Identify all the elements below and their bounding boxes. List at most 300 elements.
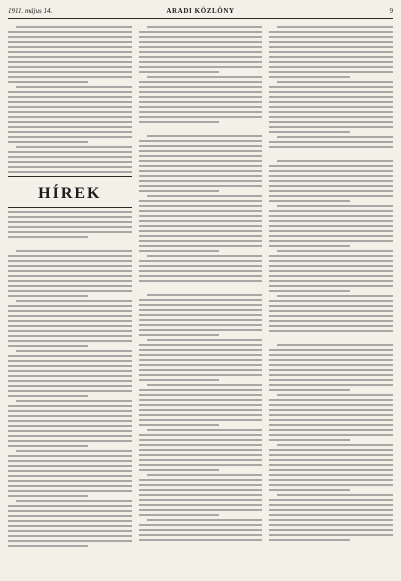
text-line [8,470,132,472]
text-line [139,494,263,496]
text-line [277,136,393,138]
text-line [269,170,393,172]
text-line [269,280,393,282]
text-line [8,221,132,223]
text-line [269,419,393,421]
text-line [269,359,393,361]
text-line [8,385,132,387]
text-line [139,235,263,237]
text-line [139,419,263,421]
text-line [16,86,132,88]
text-line [269,499,393,501]
text-line [277,344,393,346]
text-line [269,524,393,526]
text-line [147,195,263,197]
text-line [139,394,263,396]
text-line [269,424,393,426]
text-line [269,51,393,53]
text-line [139,61,263,63]
text-line [8,370,132,372]
text-line [8,260,132,262]
text-line [269,240,393,242]
text-line [147,519,263,521]
text-line [139,265,263,267]
column-2 [139,23,263,578]
text-line [269,384,393,386]
text-line [139,354,263,356]
text-line [269,439,349,441]
text-line [269,36,393,38]
text-line [139,459,263,461]
text-line [269,320,393,322]
paragraph-gap [269,151,393,157]
text-line [269,180,393,182]
column-3 [269,23,393,578]
text-line [269,509,393,511]
text-line [277,295,393,297]
text-line [139,220,263,222]
text-line [139,489,263,491]
text-line [269,529,393,531]
text-line [8,255,132,257]
text-line [269,190,393,192]
text-line [147,339,263,341]
text-line [8,485,132,487]
text-line [269,275,393,277]
text-line [8,395,88,397]
text-line [8,380,132,382]
text-line [139,454,263,456]
text-line [269,305,393,307]
text-line [269,449,393,451]
text-line [8,435,132,437]
text-line [139,364,263,366]
text-line [8,430,132,432]
text-line [139,304,263,306]
text-line [139,359,263,361]
text-line [8,96,132,98]
text-line [147,255,263,257]
text-line [16,26,132,28]
text-line [139,314,263,316]
text-line [8,425,132,427]
text-line [8,505,132,507]
text-line [269,315,393,317]
text-line [139,484,263,486]
text-line [139,260,263,262]
text-line [16,400,132,402]
text-line [8,325,132,327]
text-line [269,86,393,88]
text-line [269,414,393,416]
paragraph-gap [269,335,393,341]
text-line [269,300,393,302]
paragraph-gap [139,285,263,291]
text-line [139,116,263,118]
text-line [269,230,393,232]
text-line [269,41,393,43]
text-line [8,455,132,457]
text-line [8,76,132,78]
text-line [139,245,263,247]
text-line [8,101,132,103]
text-line [16,500,132,502]
text-line [269,429,393,431]
text-line [269,265,393,267]
text-line [269,290,349,292]
text-line [8,375,132,377]
text-line [139,175,263,177]
text-line [147,474,263,476]
text-line [16,146,132,148]
text-line [139,539,263,541]
text-line [16,250,132,252]
text-line [8,530,132,532]
text-line [8,136,132,138]
text-line [269,479,393,481]
text-line [8,285,132,287]
text-line [16,450,132,452]
text-line [139,36,263,38]
text-line [8,36,132,38]
text-line [269,374,393,376]
text-line [139,369,263,371]
text-line [269,399,393,401]
text-line [147,294,263,296]
text-line [139,91,263,93]
text-line [139,449,263,451]
text-line [139,170,263,172]
text-line [269,141,393,143]
text-line [8,31,132,33]
text-line [139,230,263,232]
text-line [269,255,393,257]
text-line [8,310,132,312]
text-line [8,156,132,158]
text-line [277,160,393,162]
text-line [139,444,263,446]
text-line [8,540,132,542]
section-rule [8,207,132,208]
section-rule [8,176,132,177]
text-line [269,489,349,491]
text-line [139,324,263,326]
text-line [269,111,393,113]
text-line [139,299,263,301]
text-line [139,329,263,331]
text-line [8,121,132,123]
text-line [139,280,263,282]
text-line [8,295,88,297]
text-line [8,111,132,113]
text-line [269,354,393,356]
text-line [139,439,263,441]
text-line [8,490,132,492]
text-line [8,405,132,407]
text-line [8,545,88,547]
text-line [139,319,263,321]
text-line [269,464,393,466]
text-line [139,96,263,98]
text-line [8,66,132,68]
text-line [8,270,132,272]
text-line [139,71,219,73]
text-line [139,529,263,531]
text-line [269,131,349,133]
text-line [269,106,393,108]
text-line [8,355,132,357]
text-line [269,484,393,486]
text-line [139,240,263,242]
text-line [8,226,132,228]
text-line [269,56,393,58]
text-line [269,469,393,471]
text-line [8,280,132,282]
text-line [139,424,219,426]
text-line [269,185,393,187]
text-line [269,175,393,177]
text-line [139,379,219,381]
text-line [8,236,88,238]
text-line [139,180,263,182]
text-line [269,116,393,118]
section-heading: HÍREK [38,185,102,202]
text-line [8,335,132,337]
text-line [277,205,393,207]
text-line [269,101,393,103]
text-line [269,310,393,312]
text-line [277,250,393,252]
text-line [139,270,263,272]
text-line [147,26,263,28]
text-line [139,205,263,207]
text-line [269,61,393,63]
text-line [139,275,263,277]
text-line [139,499,263,501]
text-columns [8,23,393,578]
text-line [139,31,263,33]
text-line [139,344,263,346]
header-title: ARADI KÖZLÖNY [166,7,235,15]
text-line [8,320,132,322]
text-line [269,225,393,227]
text-line [147,384,263,386]
text-line [139,374,263,376]
text-line [139,121,219,123]
text-line [139,111,263,113]
text-line [269,91,393,93]
text-line [269,270,393,272]
text-line [139,86,263,88]
text-line [139,51,263,53]
text-line [139,309,263,311]
text-line [269,146,393,148]
text-line [269,409,393,411]
text-line [139,165,263,167]
text-line [269,504,393,506]
text-line [269,71,393,73]
text-line [139,534,263,536]
text-line [139,101,263,103]
text-line [139,215,263,217]
text-line [139,504,263,506]
text-line [139,190,219,192]
text-line [269,215,393,217]
text-line [277,394,393,396]
text-line [139,514,219,516]
text-line [269,121,393,123]
text-line [147,429,263,431]
text-line [269,96,393,98]
text-line [269,220,393,222]
text-line [8,315,132,317]
text-line [8,415,132,417]
paragraph-gap [139,126,263,132]
text-line [8,216,132,218]
text-line [8,116,132,118]
text-line [139,479,263,481]
text-line [139,160,263,162]
text-line [277,81,393,83]
text-line [269,76,349,78]
text-line [8,440,132,442]
paragraph-gap [8,241,132,247]
text-line [269,195,393,197]
text-line [269,369,393,371]
text-line [8,365,132,367]
text-line [8,71,132,73]
text-line [269,165,393,167]
text-line [269,519,393,521]
text-line [8,510,132,512]
text-line [8,81,88,83]
text-line [8,445,88,447]
text-line [8,275,132,277]
text-line [277,444,393,446]
text-line [8,495,88,497]
text-line [269,404,393,406]
text-line [8,460,132,462]
text-line [8,126,132,128]
text-line [139,509,263,511]
text-line [269,514,393,516]
text-line [8,106,132,108]
text-line [269,474,393,476]
text-line [269,434,393,436]
text-line [8,151,132,153]
text-line [8,535,132,537]
text-line [277,26,393,28]
text-line [139,185,263,187]
text-line [269,31,393,33]
text-line [8,211,132,213]
page-header [8,6,393,19]
text-line [8,360,132,362]
text-line [277,494,393,496]
text-line [139,46,263,48]
text-line [8,51,132,53]
header-page-number: 9 [389,7,393,15]
text-line [139,469,219,471]
text-line [8,166,132,168]
text-line [139,225,263,227]
text-line [8,46,132,48]
text-line [139,404,263,406]
text-line [139,145,263,147]
text-line [139,464,263,466]
text-line [269,349,393,351]
text-line [269,46,393,48]
text-line [269,330,393,332]
text-line [8,410,132,412]
text-line [139,140,263,142]
header-date: 1911. május 14. [8,7,53,15]
text-line [139,150,263,152]
text-line [8,141,88,143]
text-line [8,330,132,332]
text-line [8,525,132,527]
text-line [8,345,88,347]
text-line [16,350,132,352]
text-line [269,389,349,391]
text-line [8,465,132,467]
text-line [139,414,263,416]
text-line [139,41,263,43]
text-line [8,131,132,133]
text-line [269,210,393,212]
text-line [8,340,132,342]
text-line [269,260,393,262]
text-line [269,534,393,536]
text-line [8,61,132,63]
text-line [139,524,263,526]
text-line [139,200,263,202]
text-line [8,171,132,173]
text-line [8,420,132,422]
text-line [16,300,132,302]
text-line [147,76,263,78]
text-line [139,106,263,108]
text-line [8,231,132,233]
text-line [8,475,132,477]
text-line [269,364,393,366]
text-line [269,459,393,461]
text-line [269,66,393,68]
text-line [139,155,263,157]
text-line [139,399,263,401]
column-1 [8,23,132,578]
text-line [269,325,393,327]
text-line [8,305,132,307]
text-line [8,56,132,58]
text-line [139,389,263,391]
text-line [269,200,349,202]
text-line [139,409,263,411]
text-line [269,454,393,456]
text-line [139,66,263,68]
text-line [139,334,219,336]
text-line [139,210,263,212]
text-line [139,434,263,436]
text-line [269,245,349,247]
text-line [139,349,263,351]
text-line [8,91,132,93]
text-line [147,135,263,137]
text-line [8,390,132,392]
text-line [8,480,132,482]
text-line [269,539,349,541]
text-line [269,285,393,287]
